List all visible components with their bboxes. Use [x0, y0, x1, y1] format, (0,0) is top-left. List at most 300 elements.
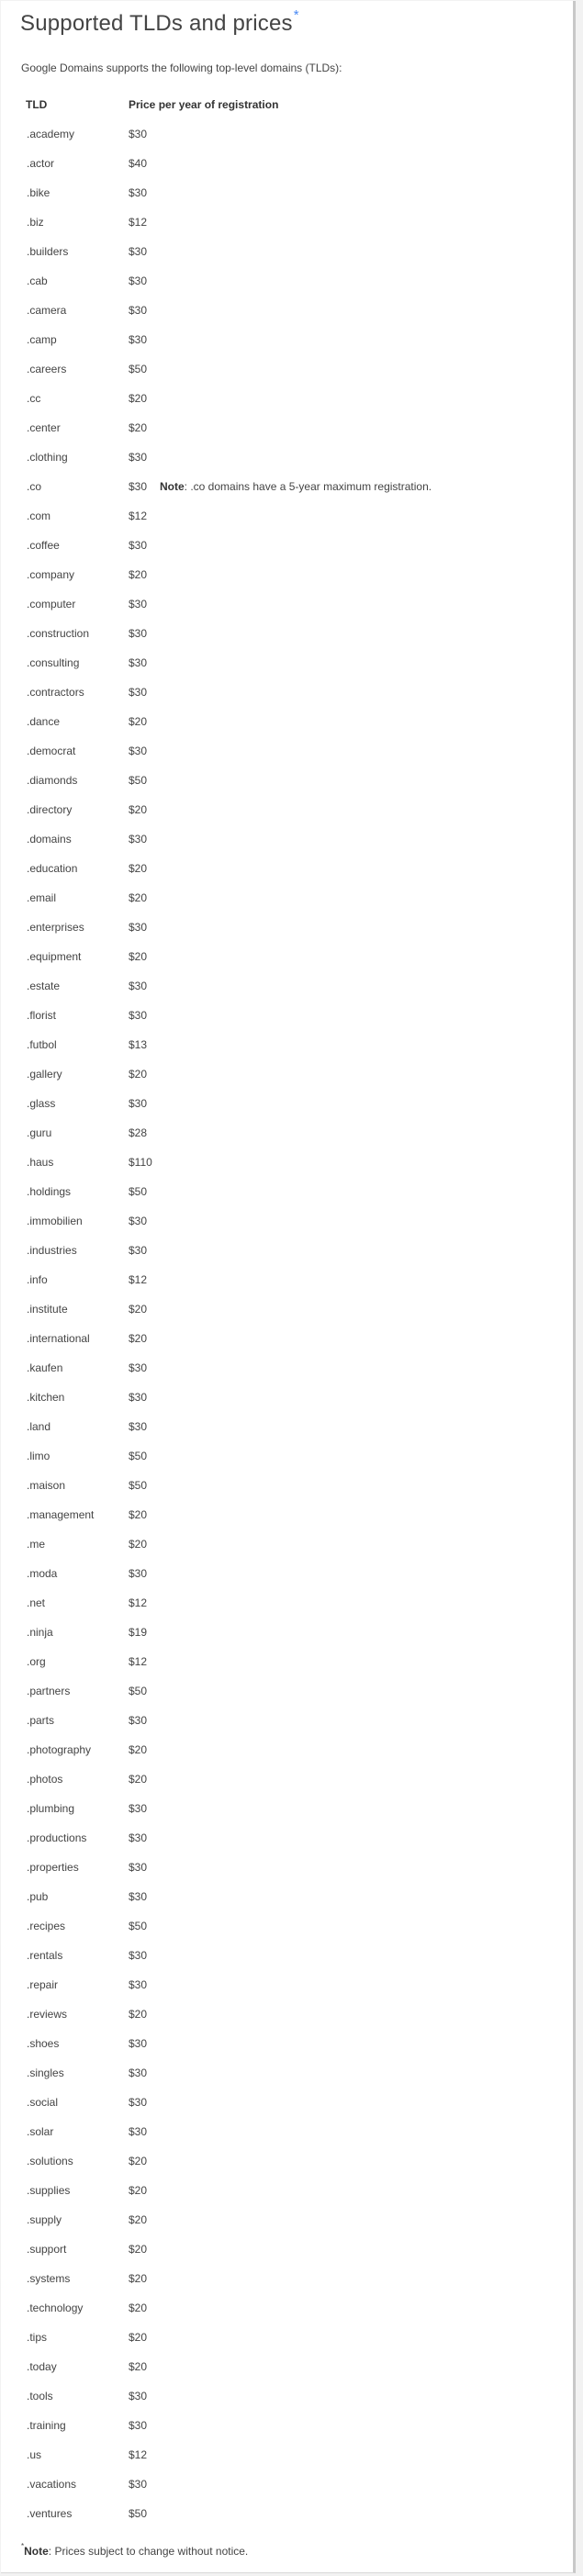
price-cell: $20: [129, 1332, 148, 1345]
note-cell: [160, 1764, 432, 1794]
tld-cell: .clothing: [27, 451, 68, 464]
price-cell: $20: [129, 2008, 148, 2021]
table-row: [20, 384, 432, 413]
note-cell: [160, 178, 432, 207]
table-row: [20, 2499, 432, 2528]
table-row: [20, 2058, 432, 2088]
price-cell: $30: [129, 186, 148, 199]
table-row: [20, 2470, 432, 2499]
price-cell: $20: [129, 2213, 148, 2226]
table-row: [20, 119, 432, 149]
note-cell: [160, 2470, 432, 2499]
table-row: [20, 1206, 432, 1236]
table-row: [20, 2234, 432, 2264]
table-row: [20, 2411, 432, 2440]
table-row: [20, 1030, 432, 1059]
table-row: [20, 589, 432, 619]
table-row: [20, 501, 432, 531]
tld-cell: .co: [27, 480, 42, 493]
tld-cell: .recipes: [27, 1920, 66, 1932]
table-row: [20, 1735, 432, 1764]
note-cell: [160, 854, 432, 883]
table-row: [20, 1794, 432, 1823]
table-row: [20, 971, 432, 1001]
table-row: [20, 413, 432, 442]
price-cell: $30: [129, 1831, 148, 1844]
note-cell: [160, 707, 432, 736]
tld-cell: .today: [27, 2360, 57, 2373]
table-row: [20, 1618, 432, 1647]
price-cell: $20: [129, 421, 148, 434]
table-row: [20, 1412, 432, 1441]
table-row: [20, 1647, 432, 1676]
note-cell: [160, 1823, 432, 1853]
table-row: [20, 795, 432, 824]
tld-cell: .plumbing: [27, 1802, 75, 1815]
note-cell: [160, 1089, 432, 1118]
note-cell: [160, 1676, 432, 1706]
table-row: [20, 2264, 432, 2293]
price-cell: $30: [129, 921, 148, 934]
note-cell: [160, 384, 432, 413]
table-row: [20, 913, 432, 942]
tld-cell: .directory: [27, 803, 73, 816]
note-cell: [160, 2352, 432, 2381]
tld-cell: .ninja: [27, 1626, 53, 1639]
tld-cell: .contractors: [27, 686, 84, 699]
tld-cell: .moda: [27, 1567, 58, 1580]
table-row: [20, 1941, 432, 1970]
note-cell: [160, 883, 432, 913]
note-cell: [160, 531, 432, 560]
tld-cell: .com: [27, 510, 51, 522]
note-cell: [160, 1559, 432, 1588]
table-row: [20, 707, 432, 736]
table-row: [20, 1559, 432, 1588]
table-row: [20, 648, 432, 678]
tld-cell: .social: [27, 2096, 59, 2109]
note-cell: [160, 207, 432, 237]
page-title: [20, 7, 299, 37]
tld-cell: .domains: [27, 833, 72, 846]
price-cell: $30: [129, 245, 148, 258]
price-cell: $30: [129, 480, 148, 493]
note-cell: [160, 1941, 432, 1970]
note-cell: [160, 1383, 432, 1412]
price-cell: $50: [129, 1920, 148, 1932]
price-cell: $20: [129, 2272, 148, 2285]
tld-cell: .company: [27, 568, 75, 581]
table-row: [20, 1059, 432, 1089]
note-cell: [160, 501, 432, 531]
tld-cell: .ventures: [27, 2507, 73, 2520]
note-cell: [160, 1206, 432, 1236]
price-cell: $12: [129, 1596, 148, 1609]
table-row: [20, 2440, 432, 2470]
note-cell: [160, 413, 432, 442]
note-cell: [160, 2264, 432, 2293]
note-cell: [160, 1265, 432, 1294]
price-cell: $30: [129, 451, 148, 464]
table-row: [20, 2323, 432, 2352]
table-row: [20, 531, 432, 560]
tld-cell: .democrat: [27, 745, 76, 757]
table-row: [20, 1529, 432, 1559]
note-cell: [160, 1412, 432, 1441]
table-row: [20, 2117, 432, 2146]
note-cell: [160, 1999, 432, 2029]
intro-text: Google Domains supports the following top-level domains (TLDs):: [21, 62, 342, 74]
note-cell: [160, 325, 432, 354]
note-cell: [160, 1030, 432, 1059]
table-row: [20, 824, 432, 854]
table-row: [20, 1676, 432, 1706]
tld-cell: .me: [27, 1538, 46, 1551]
table-row: [20, 2205, 432, 2234]
price-cell: $30: [129, 539, 148, 552]
tld-cell: .careers: [27, 363, 67, 375]
table-row: [20, 619, 432, 648]
table-header-row: [20, 89, 432, 119]
table-row: [20, 1236, 432, 1265]
note-cell: [160, 1970, 432, 1999]
note-cell: [160, 2117, 432, 2146]
table-row: [20, 736, 432, 766]
price-cell: $20: [129, 392, 148, 405]
table-row: [20, 266, 432, 296]
tld-cell: .industries: [27, 1244, 77, 1257]
tld-cell: .camera: [27, 304, 67, 317]
price-cell: $30: [129, 1949, 148, 1962]
note-cell: [160, 678, 432, 707]
price-cell: $30: [129, 1420, 148, 1433]
table-row: [20, 1500, 432, 1529]
note-cell: [160, 1911, 432, 1941]
tld-cell: .limo: [27, 1450, 50, 1462]
price-cell: $30: [129, 2478, 148, 2491]
price-cell: $30: [129, 274, 148, 287]
price-cell: $30: [129, 656, 148, 669]
note-cell: [160, 2234, 432, 2264]
note-cell: [160, 2411, 432, 2440]
tld-cell: .kitchen: [27, 1391, 65, 1404]
price-cell: $30: [129, 686, 148, 699]
tld-cell: .support: [27, 2243, 67, 2256]
page-container: [1, 1, 576, 2573]
price-cell: $30: [129, 1391, 148, 1404]
tld-cell: .estate: [27, 980, 61, 992]
tld-cell: .gallery: [27, 1068, 62, 1081]
table-body: [20, 119, 432, 2528]
note-cell: [160, 1236, 432, 1265]
tld-cell: .us: [27, 2448, 42, 2461]
tld-cell: .solutions: [27, 2155, 73, 2167]
price-cell: $12: [129, 510, 148, 522]
price-cell: $30: [129, 1215, 148, 1227]
note-cell: [160, 2293, 432, 2323]
note-cell: [160, 2176, 432, 2205]
tld-cell: .training: [27, 2419, 66, 2432]
price-cell: $30: [129, 1890, 148, 1903]
tld-cell: .holdings: [27, 1185, 72, 1198]
column-header-price: Price per year of registration: [129, 97, 279, 111]
note-cell: [160, 1618, 432, 1647]
note-cell: [160, 1324, 432, 1353]
tld-cell: .management: [27, 1508, 95, 1521]
tld-cell: .immobilien: [27, 1215, 83, 1227]
table-row: [20, 149, 432, 178]
tld-cell: .futbol: [27, 1038, 57, 1051]
table-row: [20, 2352, 432, 2381]
price-cell: $20: [129, 862, 148, 875]
note-cell: [160, 1177, 432, 1206]
note-cell: [160, 2499, 432, 2528]
tld-cell: .productions: [27, 1831, 87, 1844]
price-cell: $20: [129, 1068, 148, 1081]
price-cell: $30: [129, 1009, 148, 1022]
table-row: [20, 472, 432, 501]
note-cell: [160, 1706, 432, 1735]
tld-cell: .camp: [27, 333, 57, 346]
price-cell: $30: [129, 1097, 148, 1110]
tld-cell: .photos: [27, 1773, 63, 1786]
price-cell: $20: [129, 891, 148, 904]
footnote-text: : Prices subject to change without notice.: [48, 2545, 249, 2558]
footnote-marker: *: [21, 2542, 25, 2550]
tld-cell: .parts: [27, 1714, 55, 1727]
note-cell: [160, 442, 432, 472]
table-row: [20, 442, 432, 472]
table-row: [20, 2029, 432, 2058]
tld-cell: .cc: [27, 392, 41, 405]
price-cell: $30: [129, 2125, 148, 2138]
tld-cell: .systems: [27, 2272, 71, 2285]
note-cell: [160, 1148, 432, 1177]
tld-cell: .vacations: [27, 2478, 77, 2491]
column-header-tld: TLD: [26, 97, 48, 111]
tld-cell: .info: [27, 1273, 48, 1286]
note-cell: [160, 1471, 432, 1500]
price-cell: $20: [129, 950, 148, 963]
tld-cell: .pub: [27, 1890, 49, 1903]
table-row: [20, 1001, 432, 1030]
price-cell: $50: [129, 1685, 148, 1697]
price-cell: $12: [129, 1273, 148, 1286]
tld-cell: .center: [27, 421, 61, 434]
price-cell: $30: [129, 2390, 148, 2402]
note-label: Note: [160, 480, 185, 493]
tld-cell: .education: [27, 862, 78, 875]
note-cell: [160, 237, 432, 266]
price-cell: $20: [129, 2360, 148, 2373]
tld-cell: .supplies: [27, 2184, 71, 2197]
tld-cell: .haus: [27, 1156, 54, 1169]
tld-cell: .technology: [27, 2302, 84, 2314]
price-cell: $30: [129, 2419, 148, 2432]
table-row: [20, 854, 432, 883]
tld-cell: .solar: [27, 2125, 54, 2138]
table-row: [20, 178, 432, 207]
table-row: [20, 2088, 432, 2117]
table-row: [20, 296, 432, 325]
table-row: [20, 766, 432, 795]
table-row: [20, 325, 432, 354]
price-cell: $20: [129, 1773, 148, 1786]
note-cell: [160, 824, 432, 854]
tld-cell: .rentals: [27, 1949, 63, 1962]
price-cell: $13: [129, 1038, 148, 1051]
tld-cell: .actor: [27, 157, 55, 170]
tld-cell: .repair: [27, 1978, 59, 1991]
tld-cell: .florist: [27, 1009, 57, 1022]
tld-cell: .coffee: [27, 539, 60, 552]
tld-cell: .international: [27, 1332, 90, 1345]
price-cell: $20: [129, 1743, 148, 1756]
tld-cell: .kaufen: [27, 1361, 63, 1374]
note-cell: [160, 942, 432, 971]
table-row: [20, 207, 432, 237]
price-cell: $50: [129, 1450, 148, 1462]
table-row: [20, 942, 432, 971]
note-text: : .co domains have a 5-year maximum registration.: [184, 480, 432, 493]
note-cell: [160, 2029, 432, 2058]
price-cell: $50: [129, 2507, 148, 2520]
footnote-label: Note: [24, 2545, 49, 2558]
note-cell: [160, 2146, 432, 2176]
price-cell: $20: [129, 715, 148, 728]
note-cell: [160, 648, 432, 678]
note-cell: [160, 560, 432, 589]
price-cell: $20: [129, 1538, 148, 1551]
tld-cell: .enterprises: [27, 921, 84, 934]
price-cell: $20: [129, 1303, 148, 1316]
price-cell: $20: [129, 2302, 148, 2314]
price-cell: $30: [129, 1244, 148, 1257]
note-cell: [160, 2323, 432, 2352]
table-row: [20, 1441, 432, 1471]
note-cell: [160, 119, 432, 149]
price-cell: $30: [129, 598, 148, 610]
table-row: [20, 1764, 432, 1794]
price-cell: $20: [129, 2331, 148, 2344]
note-cell: [160, 472, 432, 501]
price-cell: $30: [129, 1714, 148, 1727]
price-cell: $30: [129, 128, 148, 140]
table-row: [20, 1383, 432, 1412]
note-cell: [160, 736, 432, 766]
table-row: [20, 354, 432, 384]
tld-cell: .builders: [27, 245, 69, 258]
note-cell: [160, 1882, 432, 1911]
tld-cell: .dance: [27, 715, 61, 728]
footnote: [21, 2544, 248, 2558]
note-cell: [160, 1794, 432, 1823]
price-cell: $30: [129, 1361, 148, 1374]
note-cell: [160, 1647, 432, 1676]
price-cell: $30: [129, 745, 148, 757]
table-row: [20, 1353, 432, 1383]
price-cell: $30: [129, 2066, 148, 2079]
note-cell: [160, 619, 432, 648]
note-cell: [160, 1500, 432, 1529]
table-row: [20, 1471, 432, 1500]
tld-cell: .properties: [27, 1861, 79, 1874]
title-footnote-marker: *: [293, 7, 299, 23]
table-row: [20, 1089, 432, 1118]
tld-cell: .supply: [27, 2213, 62, 2226]
tld-cell: .biz: [27, 216, 44, 229]
note-cell: [160, 2440, 432, 2470]
price-cell: $12: [129, 2448, 148, 2461]
note-cell: [160, 2058, 432, 2088]
note-cell: [160, 1001, 432, 1030]
note-cell: [160, 1353, 432, 1383]
tld-cell: .cab: [27, 274, 48, 287]
tld-cell: .singles: [27, 2066, 64, 2079]
table-row: [20, 1118, 432, 1148]
table-row: [20, 2176, 432, 2205]
note-cell: [160, 1441, 432, 1471]
tld-cell: .glass: [27, 1097, 56, 1110]
price-cell: $12: [129, 216, 148, 229]
page-title-text: Supported TLDs and prices: [20, 11, 293, 36]
note-cell: [160, 149, 432, 178]
note-cell: [160, 2088, 432, 2117]
note-cell: [160, 354, 432, 384]
tld-cell: .email: [27, 891, 57, 904]
tld-price-table: [20, 89, 432, 2528]
price-cell: $20: [129, 803, 148, 816]
tld-cell: .net: [27, 1596, 46, 1609]
table-row: [20, 1970, 432, 1999]
tld-cell: .equipment: [27, 950, 82, 963]
tld-cell: .reviews: [27, 2008, 68, 2021]
table-row: [20, 1294, 432, 1324]
price-cell: $30: [129, 833, 148, 846]
tld-cell: .consulting: [27, 656, 80, 669]
price-cell: $50: [129, 774, 148, 787]
table-row: [20, 1999, 432, 2029]
note-cell: [160, 2205, 432, 2234]
table-row: [20, 560, 432, 589]
table-row: [20, 1823, 432, 1853]
price-cell: $30: [129, 304, 148, 317]
tld-cell: .construction: [27, 627, 90, 640]
tld-cell: .photography: [27, 1743, 92, 1756]
price-cell: $30: [129, 2096, 148, 2109]
tld-cell: .maison: [27, 1479, 66, 1492]
note-cell: [160, 913, 432, 942]
price-cell: $30: [129, 1978, 148, 1991]
note-cell: [160, 1059, 432, 1089]
tld-cell: .guru: [27, 1126, 52, 1139]
price-cell: $50: [129, 1185, 148, 1198]
tld-cell: .land: [27, 1420, 51, 1433]
price-cell: $50: [129, 363, 148, 375]
table-row: [20, 1882, 432, 1911]
tld-cell: .tools: [27, 2390, 53, 2402]
price-cell: $20: [129, 2155, 148, 2167]
price-cell: $20: [129, 568, 148, 581]
price-cell: $20: [129, 2184, 148, 2197]
table-row: [20, 883, 432, 913]
price-cell: $20: [129, 2243, 148, 2256]
tld-cell: .diamonds: [27, 774, 78, 787]
note-cell: [160, 971, 432, 1001]
table-row: [20, 2146, 432, 2176]
note-cell: [160, 589, 432, 619]
price-cell: $30: [129, 1802, 148, 1815]
